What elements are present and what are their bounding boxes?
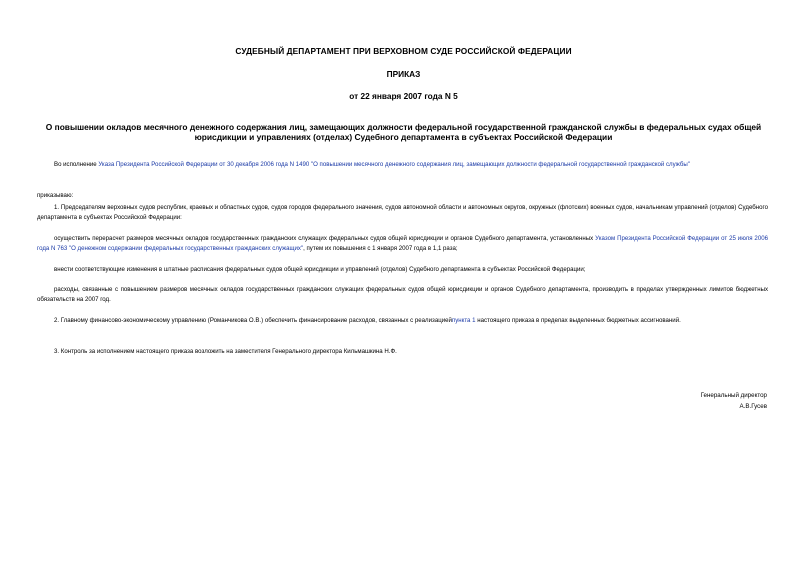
- order-word: приказываю:: [37, 192, 74, 199]
- item-1a-text: осуществить перерасчет размеров месячных окладов государственных гражданских служащих федеральных судов общей юрисдикции и органов Судебного департамента, установленных: [54, 235, 596, 242]
- item-1a: [37, 234, 768, 254]
- item-1c: расходы, связанные с повышением размеров месячных окладов государственных гражданских служащих федеральных судов общей юрисдикции и органов Судебного департамента, производить в пределах утвержденных лимитов бюджетных обязательств на 2007 год.: [37, 286, 768, 303]
- document-title: О повышении окладов месячного денежного содержания лиц, замещающих должности федеральной государственной гражданской службы в федеральных судах общей юрисдикции и управлениях (отделах) Судебного департамента в субъектах Российской Федерации: [45, 122, 762, 142]
- organization-heading: СУДЕБНЫЙ ДЕПАРТАМЕНТ ПРИ ВЕРХОВНОМ СУДЕ РОССИЙСКОЙ ФЕДЕРАЦИИ: [235, 46, 572, 56]
- item-1b: внести соответствующие изменения в штатные расписания федеральных судов общей юрисдикции и управлений (отделов) Судебного департамента в субъектах Российской Федерации;: [54, 266, 586, 273]
- intro-paragraph: [37, 160, 768, 170]
- item-2-point-link[interactable]: пункта 1: [451, 317, 476, 324]
- item-2-text: 2. Главному финансово-экономическому управлению (Романчикова О.В.) обеспечить финансирование расходов, связанных с реализацией: [54, 317, 452, 324]
- document-type-heading: ПРИКАЗ: [386, 69, 421, 79]
- signatory-name: А.В.Гусев: [739, 403, 767, 410]
- item-1a-text-end: , путем их повышения с 1 января 2007 года в 1,1 раза;: [303, 245, 458, 252]
- intro-decree-link[interactable]: Указа Президента Российской Федерации от 30 декабря 2006 года N 1490 "О повышении месячного денежного содержания лиц, замещающих должности федеральной государственной гражданской службы": [98, 161, 690, 168]
- item-2-text-end: настоящего приказа в пределах выделенных бюджетных ассигнований.: [475, 317, 681, 324]
- signature-block: [701, 390, 767, 412]
- item-1a-decree-link[interactable]: Указом Президента Российской Федерации от 25 июля 2006 года N 763 "О денежном содержании федеральных государственных гражданских служащих": [37, 235, 768, 252]
- item-2: [37, 316, 768, 326]
- signatory-position: Генеральный директор: [700, 392, 767, 399]
- intro-text: Во исполнение: [54, 161, 99, 168]
- item-3: 3. Контроль за исполнением настоящего приказа возложить на заместителя Генерального директора Кильмашкина Н.Ф.: [54, 348, 397, 355]
- item-1: 1. Председателям верховных судов республик, краевых и областных судов, судов городов федерального значения, судов автономной области и автономных округов, окружных (флотских) военных судов, начальникам управлений (отделов) Судебного департамента в субъектах Российской Федерации:: [37, 204, 768, 221]
- date-number-heading: от 22 января 2007 года N 5: [349, 91, 458, 101]
